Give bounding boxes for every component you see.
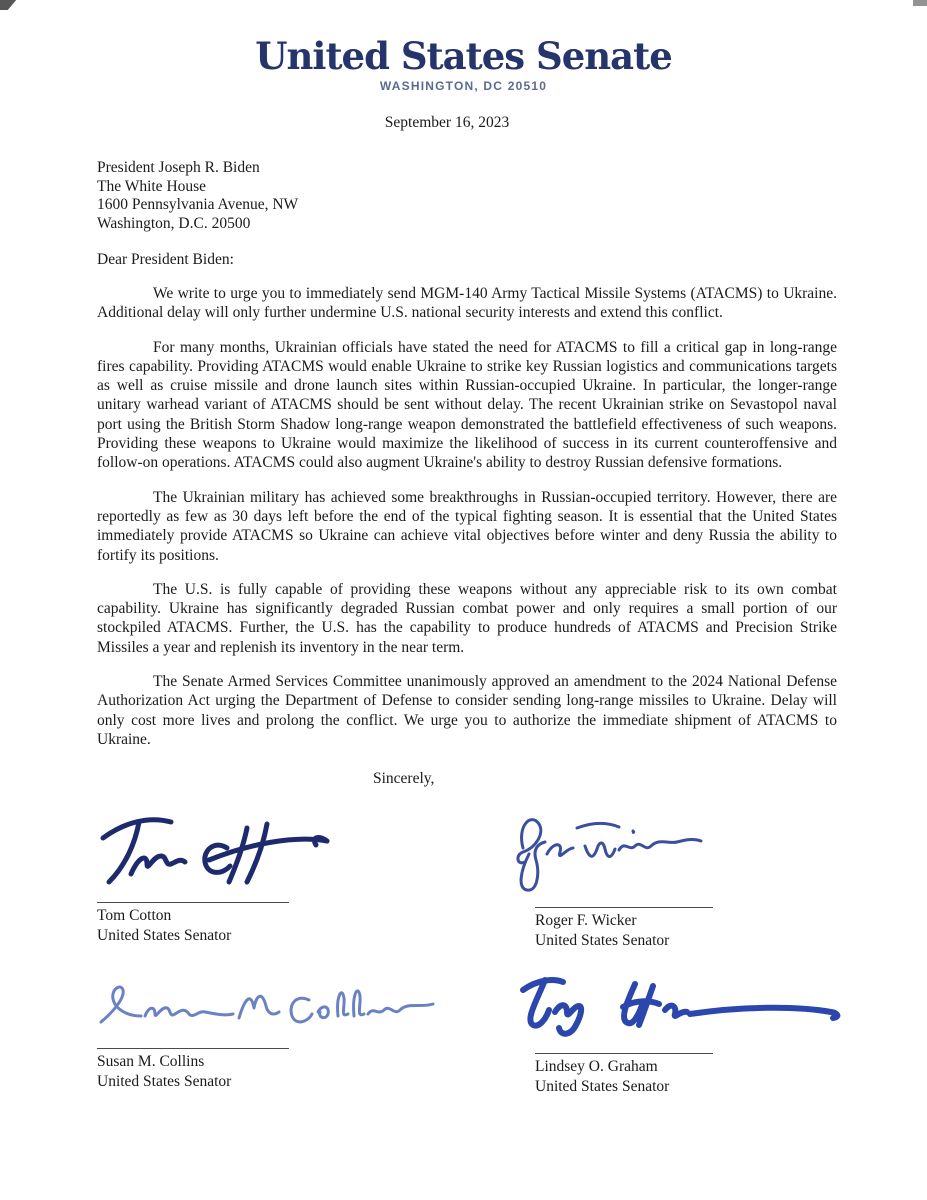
signer-title: United States Senator xyxy=(535,1077,670,1095)
recipient-line: Washington, D.C. 20500 xyxy=(97,214,251,232)
signer-name: Roger F. Wicker xyxy=(535,912,637,930)
signature-block-lindsey-graham xyxy=(535,962,927,1096)
paragraph: The U.S. is fully capable of providing these weapons without any appreciable risk to its own combat capability. Ukraine has significantly degraded Russian combat power and only requires a small portion of our stockpiled ATACMS. Further, the U.S. has the capability to produce hundreds of ATACMS and Precision Strike Missiles a year and replenish its inventory in the near term. xyxy=(97,580,837,656)
signature-row-1 xyxy=(97,802,837,950)
paragraph: We write to urge you to immediately send MGM-140 Army Tactical Missile Systems (ATACMS) to Ukraine. Additional delay will only further undermine U.S. national security interests and extend this conflict. xyxy=(97,285,837,322)
signer-name: Susan M. Collins xyxy=(97,1053,205,1071)
signature-block-roger-wicker xyxy=(535,802,927,950)
recipient-line: The White House xyxy=(97,177,207,195)
letter-body xyxy=(97,284,837,749)
letterhead xyxy=(97,36,830,93)
paragraph: The Senate Armed Services Committee unanimously approved an amendment to the 2024 National Defense Authorization Act urging the Department of Defense to consider sending long-range missiles to Ukraine. Delay will only cost more lives and prolong the conflict. We urge you to authorize the immediate shipment of ATACMS to Ukraine. xyxy=(97,673,837,748)
signature-tom-cotton-image xyxy=(97,802,535,902)
letterhead-title: United States Senate xyxy=(255,34,672,78)
paragraph: The Ukrainian military has achieved some breakthroughs in Russian-occupied territory. However, there are reportedly as few as 30 days left before the end of the typical fighting season. It is essential that the United States immediately provide ATACMS so Ukraine can achieve vital objectives before winter and deny Russia the ability to fortify its positions. xyxy=(97,488,837,564)
signature-lindsey-graham-image xyxy=(513,962,848,1048)
signer-name: Tom Cotton xyxy=(97,907,172,925)
letterhead-address: WASHINGTON, DC 20510 xyxy=(379,79,548,93)
recipient-line: 1600 Pennsylvania Avenue, NW xyxy=(97,196,299,213)
signature-line xyxy=(535,907,713,908)
signature-block-tom-cotton xyxy=(97,802,535,950)
salutation: Dear President Biden: xyxy=(97,251,234,268)
signature-line xyxy=(97,1048,289,1049)
signature-susan-collins-image xyxy=(97,962,535,1048)
signature-line xyxy=(535,1053,713,1054)
signer-title: United States Senator xyxy=(535,931,670,949)
signature-block-susan-collins xyxy=(97,962,535,1096)
recipient-line: President Joseph R. Biden xyxy=(97,159,260,176)
signer-title: United States Senator xyxy=(97,1072,232,1090)
signer-name: Lindsey O. Graham xyxy=(535,1058,658,1076)
closing: Sincerely, xyxy=(373,770,435,788)
scan-artifact xyxy=(0,0,16,10)
scan-artifact xyxy=(913,0,927,6)
letter-date: September 16, 2023 xyxy=(384,114,510,131)
signature-line xyxy=(97,902,289,903)
recipient-address xyxy=(97,159,837,233)
signature-row-2 xyxy=(97,962,837,1096)
signature-roger-wicker-image xyxy=(507,802,717,902)
paragraph: For many months, Ukrainian officials have stated the need for ATACMS to fill a critical gap in long-range fires capability. Providing ATACMS would enable Ukraine to strike key Russian logistics and communications targets as well as cruise missile and drone launch sites within Russian-occupied Ukraine. In particular, the longer-range unitary warhead variant of ATACMS should be sent without delay. The recent Ukrainian strike on Sevastopol naval port using the British Storm Shadow long-range weapon demonstrated the battlefield effectiveness of such weapons. Providing these weapons to Ukraine would maximize the likelihood of success in its current counteroffensive and follow-on operations. ATACMS could also augment Ukraine's ability to destroy Russian defensive formations. xyxy=(97,338,837,472)
signer-title: United States Senator xyxy=(97,926,232,944)
